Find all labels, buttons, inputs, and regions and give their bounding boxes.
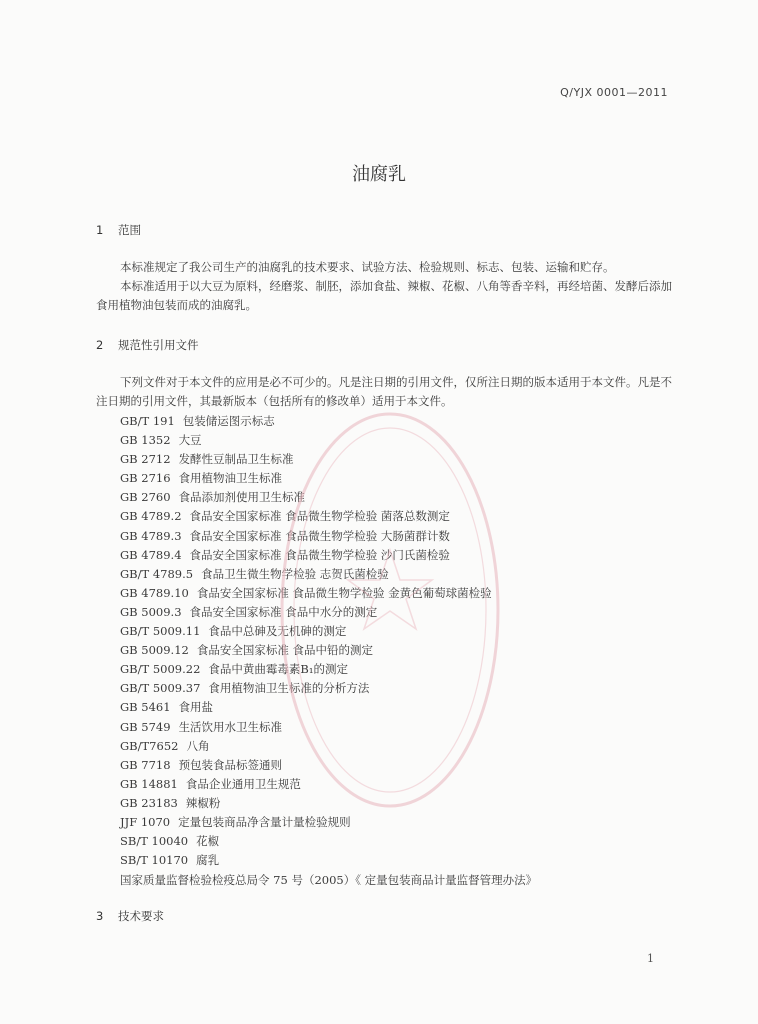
reference-title: 辣椒粉: [185, 795, 221, 810]
reference-title: 食品企业通用卫生规范: [185, 776, 301, 791]
reference-title: 食用盐: [178, 700, 214, 715]
reference-code: GB 4789.4: [120, 547, 182, 562]
reference-title: 食品中黄曲霉毒素B₁的测定: [208, 662, 348, 677]
reference-code: GB/T 4789.5: [120, 566, 194, 581]
reference-code: GB 5009.12: [120, 643, 189, 658]
reference-item: [120, 832, 492, 851]
decree-reference: 国家质量监督检验检疫总局令 75 号（2005）《 定量包装商品计量监督管理办法》: [120, 873, 538, 887]
reference-code: GB 5749: [120, 719, 171, 734]
reference-title: 食品安全国家标准 食品微生物学检验 菌落总数测定: [189, 509, 450, 524]
reference-title: 发酵性豆制品卫生标准: [178, 452, 294, 467]
reference-item: [120, 431, 492, 450]
document-code: Q/YJX 0001—2011: [560, 86, 668, 99]
reference-code: GB 2760: [120, 490, 171, 505]
section-number: 2: [96, 338, 104, 352]
reference-code: SB/T 10170: [120, 853, 189, 868]
reference-item: [120, 584, 492, 603]
reference-title: 生活饮用水卫生标准: [178, 719, 283, 734]
reference-code: GB 4789.10: [120, 585, 189, 600]
reference-list: [120, 412, 492, 870]
scope-paragraph-2: 本标准适用于以大豆为原料，经磨浆、制胚，添加食盐、辣椒、花椒、八角等香辛料，再经培菌、发酵后添加食用植物油包装而成的油腐乳。: [96, 279, 672, 312]
reference-item: [120, 641, 492, 660]
reference-code: GB/T 191: [120, 414, 175, 428]
reference-code: GB/T 5009.37: [120, 681, 201, 696]
reference-item: [120, 660, 492, 679]
section-title: 技术要求: [118, 909, 164, 923]
reference-item: [120, 488, 492, 507]
reference-code: GB 5009.3: [120, 604, 182, 619]
reference-code: GB 4789.2: [120, 509, 182, 524]
reference-code: GB 2716: [120, 471, 171, 486]
reference-title: 食品安全国家标准 食品微生物学检验 大肠菌群计数: [189, 528, 450, 543]
reference-code: SB/T 10040: [120, 834, 189, 849]
reference-code: GB 5461: [120, 700, 171, 715]
section-number: 3: [96, 909, 104, 923]
reference-item: [120, 756, 492, 775]
reference-item: [120, 737, 492, 756]
reference-title: 食品安全国家标准 食品微生物学检验 沙门氏菌检验: [189, 547, 450, 562]
reference-title: 食用植物油卫生标准: [178, 471, 283, 486]
reference-item: [120, 507, 492, 526]
reference-item: [120, 412, 492, 431]
reference-code: JJF 1070: [120, 814, 171, 829]
reference-code: GB 7718: [120, 757, 171, 772]
reference-title: 食品安全国家标准 食品中铅的测定: [196, 643, 374, 658]
reference-item: [120, 546, 492, 565]
references-intro: 下列文件对于本文件的应用是必不可少的。凡是注日期的引用文件，仅所注日期的版本适用于本文件。凡是不注日期的引用文件，其最新版本（包括所有的修改单）适用于本文件。: [96, 375, 672, 408]
reference-code: GB 4789.3: [120, 528, 182, 543]
reference-code: GB/T 5009.11: [120, 624, 201, 639]
reference-title: 腐乳: [196, 853, 220, 868]
reference-item: [120, 450, 492, 469]
reference-item: [120, 794, 492, 813]
section-title: 范围: [118, 223, 141, 237]
section-number: 1: [96, 223, 104, 237]
reference-item: [120, 469, 492, 488]
section-title: 规范性引用文件: [118, 338, 199, 352]
reference-title: 八角: [186, 738, 210, 753]
reference-title: 大豆: [178, 433, 202, 448]
section-heading-references: [96, 337, 199, 353]
reference-item: [120, 527, 492, 546]
reference-code: GB 14881: [120, 776, 178, 791]
reference-title: 食品安全国家标准 食品微生物学检验 金黄色葡萄球菌检验: [196, 585, 492, 600]
reference-title: 食品安全国家标准 食品中水分的测定: [189, 604, 378, 619]
reference-item: [120, 679, 492, 698]
reference-code: GB/T7652: [120, 738, 179, 753]
reference-title: 花椒: [196, 834, 220, 849]
reference-item: [120, 698, 492, 717]
page-title: 油腐乳: [352, 164, 406, 185]
section-heading-technical: [96, 908, 164, 924]
reference-code: GB 2712: [120, 452, 171, 467]
reference-title: 食用植物油卫生标准的分析方法: [208, 681, 370, 696]
reference-item: [120, 603, 492, 622]
reference-item: [120, 851, 492, 870]
reference-title: 包装储运图示标志: [182, 414, 275, 428]
reference-title: 食品中总砷及无机砷的测定: [208, 624, 347, 639]
reference-item: [120, 565, 492, 584]
reference-title: 食品卫生微生物学检验 志贺氏菌检验: [201, 566, 389, 581]
reference-item: [120, 775, 492, 794]
reference-code: GB/T 5009.22: [120, 662, 201, 677]
reference-title: 定量包装商品净含量计量检验规则: [178, 814, 351, 829]
reference-item: [120, 813, 492, 832]
page-number: 1: [647, 952, 654, 965]
reference-item: [120, 718, 492, 737]
reference-code: GB 1352: [120, 433, 171, 448]
reference-code: GB 23183: [120, 795, 178, 810]
scope-paragraph-1: 本标准规定了我公司生产的油腐乳的技术要求、试验方法、检验规则、标志、包装、运输和贮存。: [120, 260, 615, 274]
section-heading-scope: [96, 222, 141, 238]
reference-title: 预包装食品标签通则: [178, 757, 283, 772]
reference-title: 食品添加剂使用卫生标准: [178, 490, 306, 505]
reference-item: [120, 622, 492, 641]
